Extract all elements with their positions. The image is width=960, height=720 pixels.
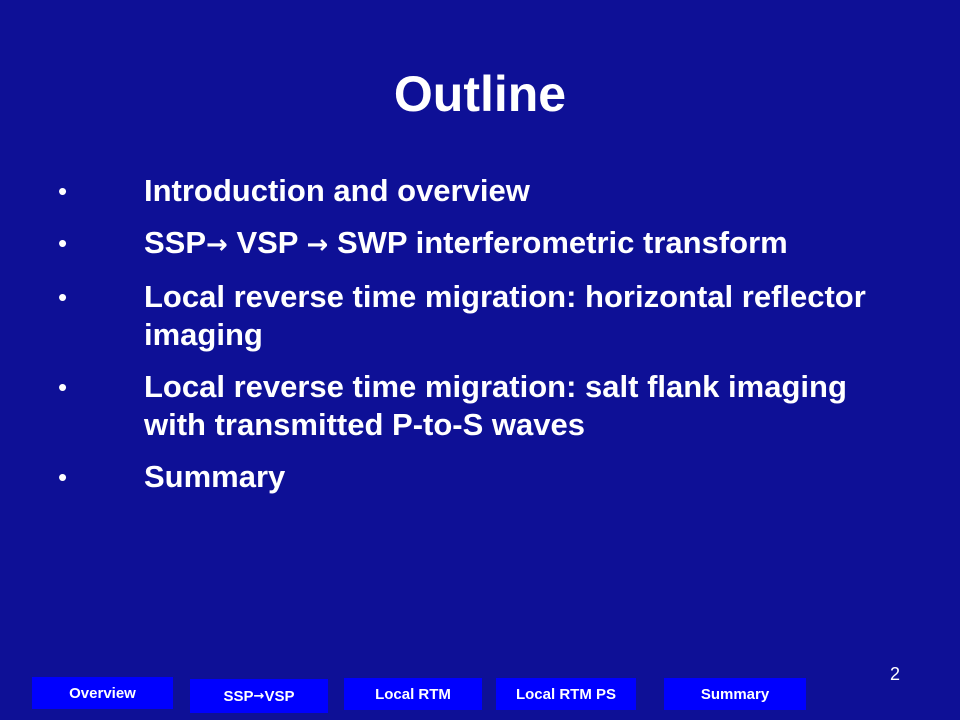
arrow-right-icon: → <box>306 230 329 260</box>
bullet-text: Summary <box>144 459 286 494</box>
nav-local-rtm-button[interactable]: Local RTM <box>344 678 482 710</box>
bullet-marker: • <box>58 462 68 492</box>
bullet-text: Local reverse time migration: salt flank imaging with transmitted P-to-S waves <box>144 369 847 442</box>
nav-summary-button[interactable]: Summary <box>664 678 806 710</box>
bullet-local-rtm-salt-flank <box>0 368 884 444</box>
nav-label-part: SSP <box>223 687 254 705</box>
nav-local-rtm-ps-button[interactable]: Local RTM PS <box>496 678 636 710</box>
arrow-right-icon: → <box>206 230 228 260</box>
bullet-marker: • <box>58 228 68 258</box>
outline-list <box>0 172 960 510</box>
bullet-text: Local reverse time migration: horizontal reflector imaging <box>144 279 866 352</box>
slide-title: Outline <box>393 66 567 122</box>
arrow-right-icon: → <box>253 688 265 704</box>
bullet-summary <box>0 458 884 496</box>
bullet-text-part: VSP <box>227 225 307 260</box>
bullet-transform <box>0 224 884 264</box>
page-number: 2 <box>889 664 900 684</box>
bullet-introduction <box>0 172 884 210</box>
bullet-marker: • <box>58 176 68 206</box>
bullet-marker: • <box>58 372 68 402</box>
nav-label-part: VSP <box>264 687 295 705</box>
bullet-text-part: SWP interferometric transform <box>328 225 788 260</box>
bullet-text: Introduction and overview <box>144 173 530 208</box>
bullet-local-rtm-horizontal <box>0 278 884 354</box>
nav-overview-button[interactable]: Overview <box>32 677 173 709</box>
bullet-marker: • <box>58 282 68 312</box>
bullet-text-part: SSP <box>144 225 207 260</box>
nav-ssp-vsp-button[interactable] <box>190 679 328 713</box>
